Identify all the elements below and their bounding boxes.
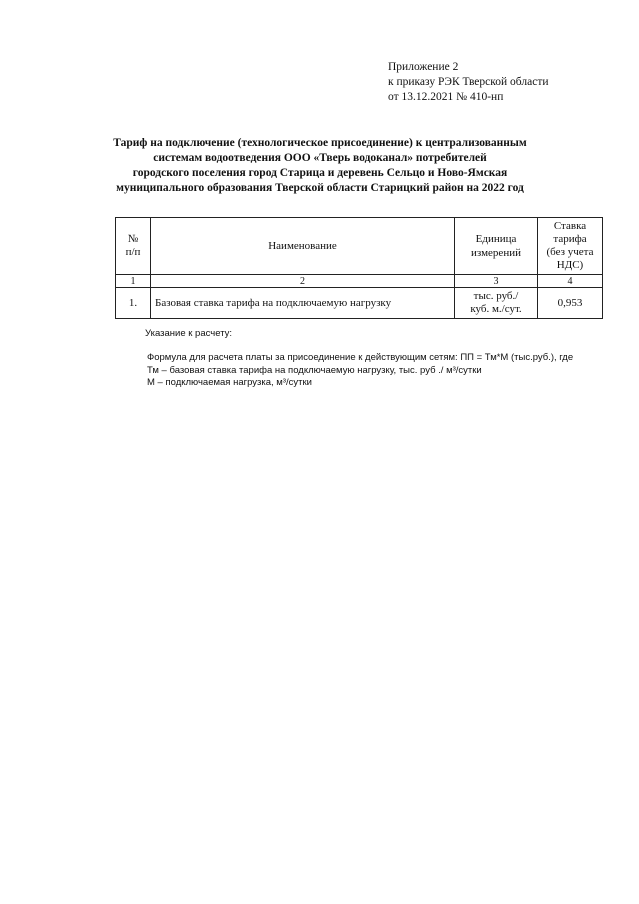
header-num-line: п/п [125, 246, 141, 258]
row-rate: 0,953 [538, 288, 603, 319]
header-unit [455, 218, 538, 275]
header-rate [538, 218, 603, 275]
row-unit-line: тыс. руб./ [473, 290, 519, 302]
document-title [100, 136, 540, 196]
header-rate-line: (без учета [546, 246, 594, 258]
notes-block [147, 352, 573, 390]
header-name: Наименование [151, 218, 455, 275]
column-index: 1 [116, 275, 151, 288]
title-line: Тариф на подключение (технологическое присоединение) к централизованным [113, 137, 527, 149]
notes-heading: Указание к расчету: [145, 328, 233, 339]
appendix-line: от 13.12.2021 № 410-нп [388, 91, 504, 103]
table-row [116, 288, 603, 319]
appendix-header [388, 60, 628, 105]
m-definition: М – подключаемая нагрузка, м³/сутки [147, 377, 312, 388]
appendix-line: к приказу РЭК Тверской области [388, 76, 549, 88]
formula-line: Формула для расчета платы за присоединение к действующим сетям: ПП = Тм*М (тыс.руб.), где [147, 352, 574, 363]
header-rate-line: НДС) [556, 259, 584, 271]
column-index: 3 [455, 275, 538, 288]
header-rate-line: Ставка [553, 220, 587, 232]
row-name: Базовая ставка тарифа на подключаемую нагрузку [151, 288, 455, 319]
title-line: городского поселения город Старица и деревень Сельцо и Ново-Ямская [132, 167, 508, 179]
title-line: муниципального образования Тверской области Старицкий район на 2022 год [116, 182, 524, 194]
header-unit-line: Единица [475, 233, 517, 245]
tm-definition: Тм – базовая ставка тарифа на подключаемую нагрузку, тыс. руб ./ м³/сутки [147, 364, 482, 376]
table-header-row [116, 218, 603, 275]
column-index: 4 [538, 275, 603, 288]
column-index: 2 [151, 275, 455, 288]
header-num-line: № [127, 233, 139, 245]
row-unit [455, 288, 538, 319]
row-unit-line: куб. м./сут. [470, 303, 522, 315]
tariff-table [115, 217, 603, 319]
column-index-row [116, 275, 603, 288]
header-num [116, 218, 151, 275]
appendix-line: Приложение 2 [388, 61, 459, 73]
row-num: 1. [116, 288, 151, 319]
header-unit-line: измерений [471, 247, 521, 259]
header-rate-line: тарифа [553, 233, 587, 245]
title-line: системам водоотведения ООО «Тверь водоканал» потребителей [153, 152, 487, 164]
